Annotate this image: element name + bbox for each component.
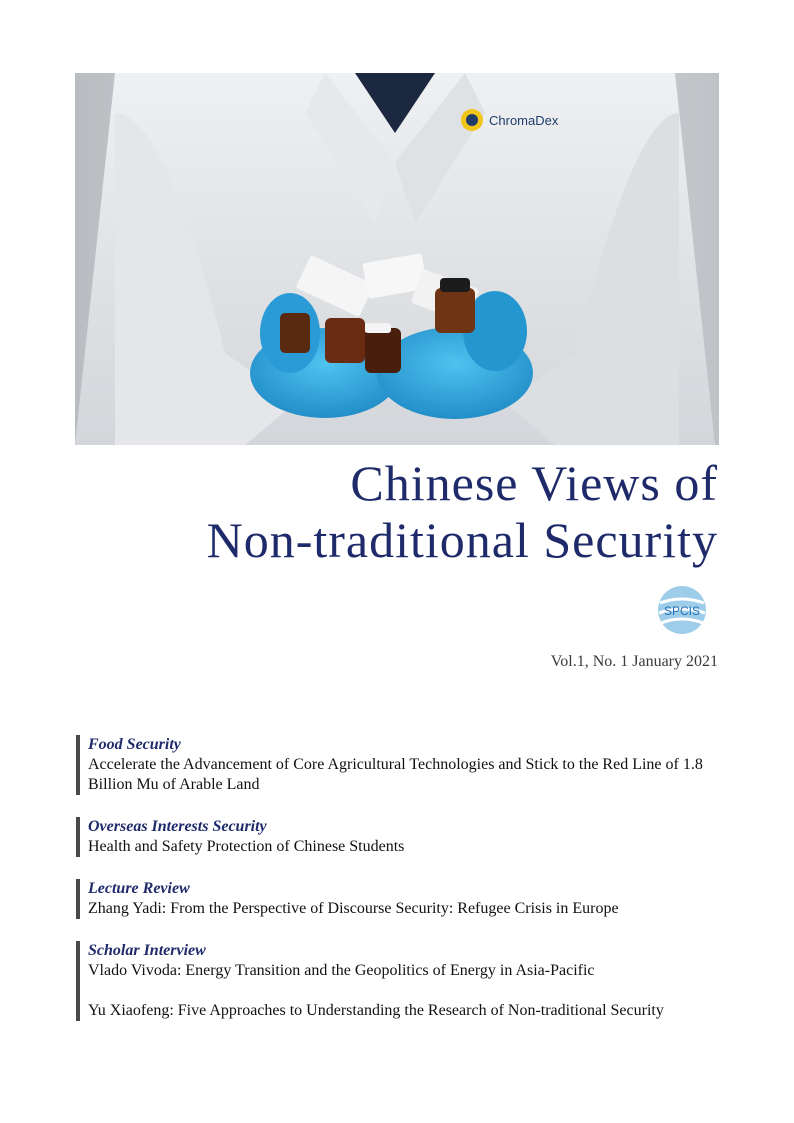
title-line-1: Chinese Views of [350,455,718,511]
toc-entry[interactable]: Accelerate the Advancement of Core Agricultural Technologies and Stick to the Red Line of 1.8 Billion Mu of Arable Land [88,756,703,793]
issue-info: Vol.1, No. 1 January 2021 [550,653,718,670]
toc-entry[interactable]: Zhang Yadi: From the Perspective of Discourse Security: Refugee Crisis in Europe [88,900,619,917]
lab-coat-hands-illustration [75,73,719,445]
publication-title [207,455,718,569]
section-title: Lecture Review [88,880,190,897]
toc-section-food-security [76,735,736,795]
logo-text: SPCIS [663,604,701,618]
spcis-logo [657,585,707,635]
toc-entry[interactable]: Yu Xiaofeng: Five Approaches to Understanding the Research of Non-traditional Security [88,1002,664,1019]
section-title: Scholar Interview [88,942,206,959]
toc-section-scholar-interview [76,941,736,1021]
toc-entry[interactable]: Vlado Vivoda: Energy Transition and the Geopolitics of Energy in Asia-Pacific [88,962,595,979]
toc-section-overseas-interests [76,817,736,857]
table-of-contents [76,735,736,1043]
toc-section-lecture-review [76,879,736,919]
section-title: Food Security [88,736,181,753]
toc-entry[interactable]: Health and Safety Protection of Chinese Students [88,838,405,855]
section-title: Overseas Interests Security [88,818,267,835]
cover-photo [75,73,719,445]
title-line-2: Non-traditional Security [206,512,718,568]
brand-text: ChromaDex [489,113,559,128]
